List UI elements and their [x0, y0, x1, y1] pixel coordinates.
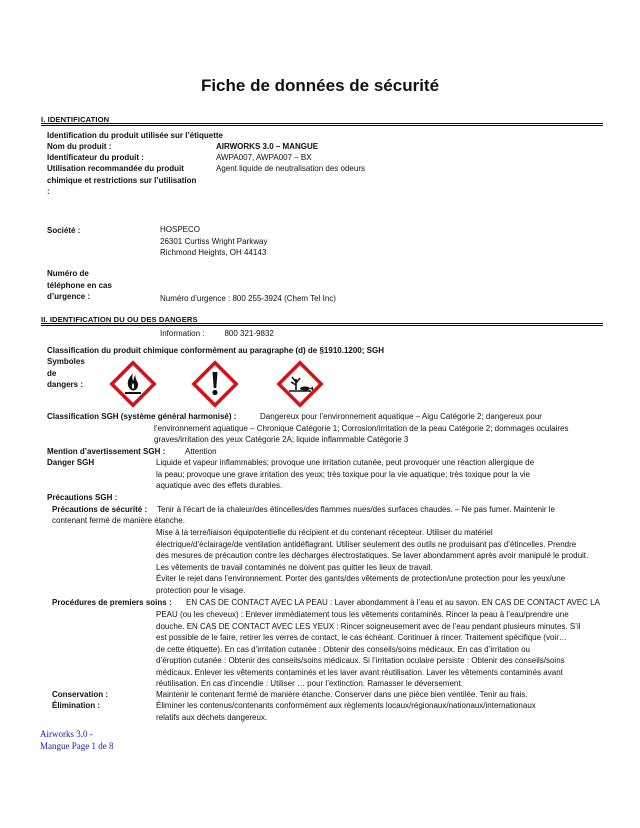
classification-heading: Classification du produit chimique conformément au paragraphe (d) de §1910.1200; SGH	[47, 346, 384, 355]
first-aid-line: est possible de le faire, retirer les verres de contact, le cas échéant. Continuer à rincer. Traitement spécifique (voir…	[156, 633, 567, 642]
product-identifier-value: AWPA007, AWPA007 – BX	[216, 153, 312, 162]
first-aid-line: médicaux. Enlever les vêtements contaminés et les laver avant réutilisation. Laver les vêtements contaminés avant	[156, 667, 563, 677]
emergency-phones	[160, 270, 336, 351]
security-line: protection pour le visage.	[156, 585, 246, 595]
security-precautions-text	[156, 527, 588, 596]
storage-label: Conservation :	[52, 690, 109, 699]
sgh-classification-label: Classification SGH (système général harmonisé) :	[47, 412, 237, 421]
danger-sgh-text	[156, 457, 534, 492]
section-1-rule	[41, 123, 603, 126]
disposal-line: relatifs aux déchets dangereux.	[156, 712, 268, 722]
product-id-subheading: Identification du produit utilisée sur l’étiquette	[47, 131, 224, 140]
page-footer	[40, 728, 113, 752]
security-line: des mesures de précaution contre les décharges électrostatiques. Se laver abondamment après avoir manipulé le produit.	[156, 551, 589, 560]
security-precautions-label: Précautions de sécurité :	[52, 505, 148, 514]
security-precautions-second-line: contenant fermé de manière étanche.	[52, 516, 185, 525]
security-precautions-first-line: Tenir à l’écart de la chaleur/des étincelles/des flammes nues/des surfaces chaudes. – Ne pas fumer. Maintenir le	[157, 505, 555, 514]
emergency-number: Numéro d’urgence : 800 255-3924 (Chem Tel Inc)	[160, 294, 336, 303]
first-aid-line: PEAU (ou les cheveux) : Enlever immédiatement tous les vêtements contaminés. Rincer la peau à l’eau/prendre une	[156, 610, 569, 619]
disposal-line: Éliminer les contenus/contenants conformément aux règlements locaux/régionaux/nationaux/internationaux	[156, 701, 536, 710]
danger-line: la peau; provoque une grave irritation des yeux; très toxique pour la vie aquatique; très toxique pour la vie	[156, 469, 531, 479]
first-aid-line: de cette étiquette). En cas d’irritation cutanée : Obtenir des conseils/soins médicaux. En cas d’irritation ou	[156, 644, 530, 654]
first-aid-text	[156, 609, 581, 690]
exclamation-pictogram-icon	[190, 359, 240, 409]
signal-word-label: Mention d’avertissement SGH :	[47, 447, 166, 456]
section-2-heading: II. IDENTIFICATION DU OU DES DANGERS	[41, 315, 198, 324]
section-1-heading: I. IDENTIFICATION	[41, 115, 110, 124]
security-line: Mise à la terre/liaison équipotentielle du récipient et du contenant récepteur. Utiliser du matériel	[156, 528, 493, 537]
sgh-classification-text-2: l’environnement aquatique – Chronique Catégorie 1; Corrosion/irritation de la peau Catégorie 2; dommages oculaires	[154, 424, 569, 433]
sgh-classification-text-1: Dangereux pour l’environnement aquatique – Aigu Catégorie 2; dangereux pour	[260, 412, 542, 421]
security-line: électrique/d’éclairage/de ventilation antidéflagrant. Utiliser seulement des outils ne produisant pas d’étincelles. Prendre	[156, 539, 577, 549]
company-line: Richmond Heights, OH 44143	[160, 248, 267, 257]
first-aid-line: douche. EN CAS DE CONTACT AVEC LES YEUX : Rincer soigneusement avec de l’eau pendant plusieurs minutes. S’il	[156, 621, 581, 631]
product-name-label: Nom du produit :	[47, 142, 112, 151]
flame-pictogram-icon	[108, 359, 158, 409]
storage-value: Maintenir le contenant fermé de manière étanche. Conserver dans une pièce bien ventilée. Tenir au frais.	[156, 690, 528, 699]
recommended-use-value: Agent liquide de neutralisation des odeurs	[216, 164, 365, 173]
signal-word-value: Attention	[185, 447, 217, 456]
company-line: 26301 Curtiss Wright Parkway	[160, 236, 268, 246]
environment-pictogram-icon	[275, 359, 325, 409]
first-aid-line: d’éruption cutanée : Obtenir des conseils/soins médicaux. Si l’irritation oculaire persiste : Obtenir des conseils/soins	[156, 656, 565, 665]
security-line: Les vêtements de travail contaminés ne doivent pas quitter les lieux de travail.	[156, 562, 433, 572]
disposal-label: Élimination :	[52, 701, 100, 710]
sgh-classification-text-3: graves/irritation des yeux Catégorie 2A; liquide inflammable Catégorie 3	[154, 435, 409, 444]
precautions-label: Précautions SGH :	[47, 493, 118, 502]
danger-sgh-label: Danger SGH	[47, 458, 95, 467]
footer-line-2: Mangue Page 1 de 8	[40, 741, 114, 751]
product-name-value: AIRWORKS 3.0 – MANGUE	[216, 142, 319, 151]
company-line: HOSPECO	[160, 225, 201, 234]
first-aid-line: réutilisation. En cas d’incendie : Utiliser … pour l’extinction. Ramasser le déversement.	[156, 679, 463, 688]
section-2-rule	[41, 323, 603, 326]
emergency-phone-label: Numéro de téléphone en cas d’urgence :	[47, 269, 112, 301]
company-label: Société :	[47, 226, 81, 235]
danger-line: Liquide et vapeur inflammables; provoque une irritation cutanée, peut provoquer une réaction allergique de	[156, 458, 535, 467]
page-title: Fiche de données de sécurité	[200, 76, 440, 95]
security-line: Éviter le rejet dans l’environnement. Porter des gants/des vêtements de protection/une protection pour les yeux/une	[156, 574, 566, 583]
product-identifier-label: Identificateur du produit :	[47, 153, 144, 162]
company-address	[160, 224, 267, 259]
info-number: Information : 800 321-9832	[160, 328, 274, 338]
recommended-use-label: Utilisation recommandée du produit chimique et restrictions sur l’utilisation :	[47, 164, 197, 196]
hazard-symbols-label: Symboles de dangers :	[47, 357, 85, 389]
disposal-text	[156, 700, 536, 723]
danger-line: aquatique avec des effets durables.	[156, 481, 283, 490]
first-aid-label: Procédures de premiers soins :	[52, 598, 172, 607]
first-aid-first-line: EN CAS DE CONTACT AVEC LA PEAU : Laver abondamment à l’eau et au savon. EN CAS DE CONTACT AVEC LA	[186, 598, 600, 607]
footer-line-1: Airworks 3.0 -	[40, 729, 93, 739]
